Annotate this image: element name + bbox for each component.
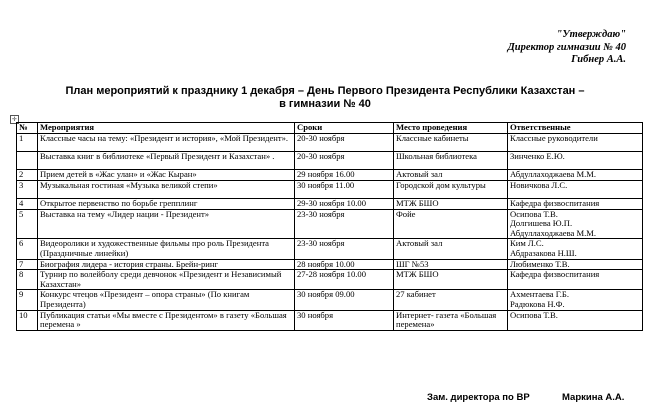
document-title [0, 85, 650, 111]
cell-place: 27 кабинет [394, 290, 508, 310]
cell-dates: 23-30 ноября [295, 209, 394, 239]
cell-place: Актовый зал [394, 169, 508, 180]
cell-responsible: Абдуллаходжаева М.М. [508, 169, 643, 180]
cell-place: Интернет- газета «Большая перемена» [394, 310, 508, 330]
cell-dates: 27-28 ноября 10.00 [295, 270, 394, 290]
cell-place: МТЖ БШО [394, 270, 508, 290]
cell-number [17, 151, 38, 169]
cell-place: Актовый зал [394, 239, 508, 259]
cell-number: 4 [17, 198, 38, 209]
cell-dates: 30 ноября [295, 310, 394, 330]
cell-dates: 23-30 ноября [295, 239, 394, 259]
cell-dates: 29-30 ноября 10.00 [295, 198, 394, 209]
cell-responsible: Кафедра физвоспитания [508, 270, 643, 290]
table-row [17, 198, 643, 209]
cell-place: ШГ №53 [394, 259, 508, 270]
cell-responsible: Любименко Т.В. [508, 259, 643, 270]
cell-responsible: Классные руководители [508, 133, 643, 151]
cell-number: 9 [17, 290, 38, 310]
cell-responsible: Осипова Т.В. Долгишева Ю.П. Абдуллаходжаева М.М. [508, 209, 643, 239]
cell-event: Турнир по волейболу среди девчонок «Президент и Независимый Казахстан» [38, 270, 295, 290]
cell-number: 5 [17, 209, 38, 239]
cell-number: 3 [17, 180, 38, 198]
cell-event: Классные часы на тему: «Президент и история», «Мой Президент». [38, 133, 295, 151]
table-row [17, 209, 643, 239]
cell-dates: 28 ноября 10.00 [295, 259, 394, 270]
cell-event: Биография лидера - история страны. Брейн-ринг [38, 259, 295, 270]
cell-event: Конкурс чтецов «Президент – опора страны» (По книгам Президента) [38, 290, 295, 310]
table-row [17, 290, 643, 310]
header-dates: Сроки [295, 123, 394, 134]
cell-event: Публикация статьи «Мы вместе с Президентом» в газету «Большая перемена » [38, 310, 295, 330]
table-row [17, 169, 643, 180]
cell-dates: 20-30 ноября [295, 133, 394, 151]
cell-place: Фойе [394, 209, 508, 239]
table-row [17, 151, 643, 169]
cell-event: Музыкальная гостиная «Музыка великой степи» [38, 180, 295, 198]
cell-responsible: Зинченко Е.Ю. [508, 151, 643, 169]
cell-responsible: Осипова Т.В. [508, 310, 643, 330]
header-number: № [17, 123, 38, 134]
cell-event: Открытое первенство по борьбе грепплинг [38, 198, 295, 209]
cell-dates: 20-30 ноября [295, 151, 394, 169]
cell-responsible: Ахментаева Г.Б. Радюкова Н.Ф. [508, 290, 643, 310]
cell-event: Выставка книг в библиотеке «Первый Президент и Казахстан» . [38, 151, 295, 169]
table-header-row [17, 123, 643, 134]
table-row [17, 180, 643, 198]
approval-heading: "Утверждаю" [556, 29, 626, 40]
cell-place: Школьная библиотека [394, 151, 508, 169]
cell-responsible: Кафедра физвоспитания [508, 198, 643, 209]
cell-event: Видеоролики и художественные фильмы про роль Президента (Праздничные линейки) [38, 239, 295, 259]
title-line-2: в гимназии № 40 [279, 98, 371, 110]
cell-number: 6 [17, 239, 38, 259]
header-responsible: Ответственные [508, 123, 643, 134]
header-place: Место проведения [394, 123, 508, 134]
cell-place: Городской дом культуры [394, 180, 508, 198]
cell-number: 7 [17, 259, 38, 270]
cell-number: 1 [17, 133, 38, 151]
cell-responsible: Новичкова Л.С. [508, 180, 643, 198]
cell-place: МТЖ БШО [394, 198, 508, 209]
cell-dates: 30 ноября 11.00 [295, 180, 394, 198]
approval-position: Директор гимназии № 40 [507, 41, 626, 53]
header-event: Мероприятия [38, 123, 295, 134]
cell-responsible: Ким Л.С. Абдразакова Н.Ш. [508, 239, 643, 259]
table-row [17, 133, 643, 151]
table-move-handle-icon[interactable]: ✛ [11, 116, 18, 123]
cell-number: 10 [17, 310, 38, 330]
table-row [17, 270, 643, 290]
cell-number: 8 [17, 270, 38, 290]
cell-dates: 30 ноября 09.00 [295, 290, 394, 310]
signer-name: Маркина А.А. [562, 392, 625, 403]
cell-event: Прием детей в «Жас улан» и «Жас Кыран» [38, 169, 295, 180]
table-row [17, 239, 643, 259]
cell-place: Классные кабинеты [394, 133, 508, 151]
events-table [16, 122, 643, 331]
cell-dates: 29 ноября 16.00 [295, 169, 394, 180]
signer-position: Зам. директора по ВР [427, 392, 530, 403]
cell-event: Выставка на тему «Лидер нации - Президент» [38, 209, 295, 239]
approval-name: Гибнер А.А. [571, 54, 626, 65]
table-row [17, 310, 643, 330]
title-line-1: План мероприятий к празднику 1 декабря – День Первого Президента Республики Казахстан – [65, 85, 585, 97]
cell-number: 2 [17, 169, 38, 180]
table-row [17, 259, 643, 270]
approval-block [508, 29, 626, 67]
